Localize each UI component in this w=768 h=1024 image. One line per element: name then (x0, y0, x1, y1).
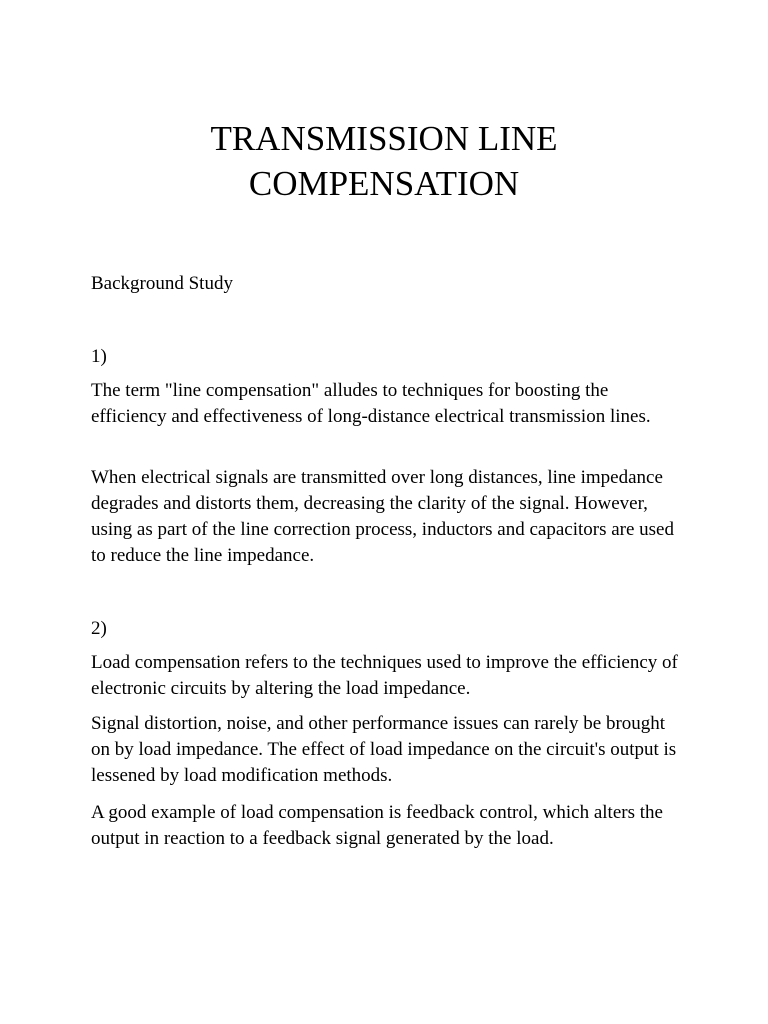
item-2-number: 2) (91, 618, 107, 639)
item-2-paragraph-2: Signal distortion, noise, and other performance issues can rarely be brought on by load impedance. The effect of load impedance on the circuit's output is lessened by load modification methods. (91, 713, 677, 786)
document-title (0, 116, 768, 206)
item-1-number: 1) (91, 346, 107, 367)
title-line-1: TRANSMISSION LINE (210, 119, 558, 158)
item-2-paragraph-1: Load compensation refers to the techniques used to improve the efficiency of electronic circuits by altering the load impedance. (91, 652, 678, 699)
item-1-paragraph-1: The term "line compensation" alludes to techniques for boosting the efficiency and effectiveness of long-distance electrical transmission lines. (91, 380, 651, 427)
section-heading: Background Study (91, 273, 233, 294)
item-2-paragraph-3: A good example of load compensation is feedback control, which alters the output in reaction to a feedback signal generated by the load. (91, 802, 663, 849)
title-line-2: COMPENSATION (248, 164, 520, 203)
item-1-paragraph-2: When electrical signals are transmitted over long distances, line impedance degrades and distorts them, decreasing the clarity of the signal. However, using as part of the line correction process, inductors and capacitors are used to reduce the line impedance. (91, 467, 674, 566)
